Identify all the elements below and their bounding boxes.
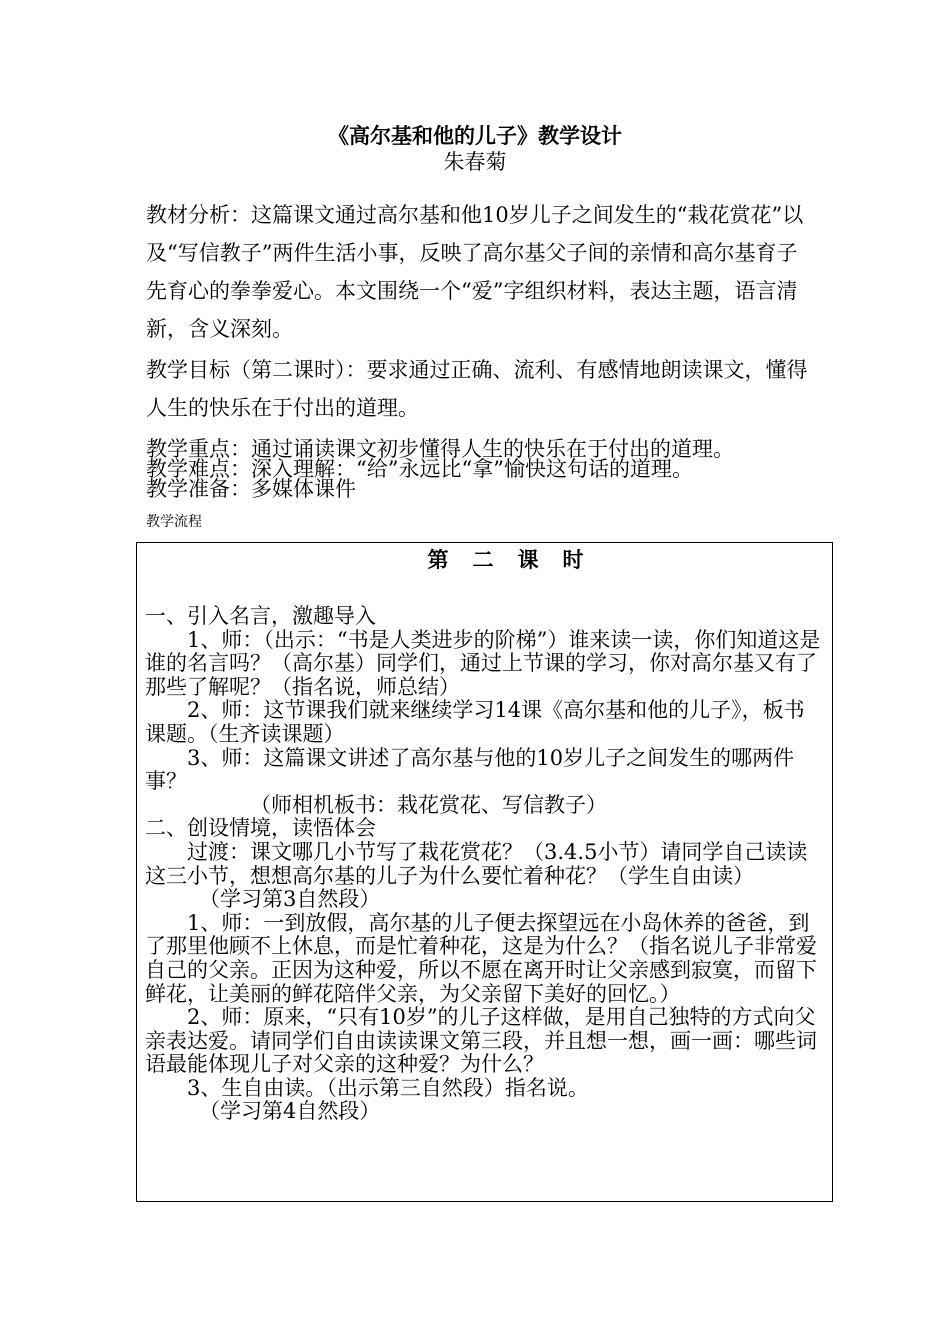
section-1-title: 一、引入名言，激趣导入: [145, 604, 376, 628]
section-1-step-1: 1、师：（出示：“书是人类进步的阶梯”）谁来读一读，你们知道这是谁的名言吗？（高尔基）同学们，通过上节课的学习，你对高尔基又有了那些了解呢？（指名说，师总结）: [145, 627, 821, 699]
flow-body: [145, 605, 825, 1124]
document-title: 《高尔基和他的儿子》教学设计: [328, 123, 622, 148]
intro-section: [146, 196, 816, 499]
material-analysis: 教材分析：这篇课文通过高尔基和他10岁儿子之间发生的“栽花赏花”以及“写信教子”两件生活小事，反映了高尔基父子间的亲情和高尔基育子先育心的拳拳爱心。本文围绕一个“爱”字组织材料，表达主题，语言清新，含义深刻。: [146, 203, 804, 341]
teaching-preparation: 教学准备：多媒体课件: [146, 477, 356, 501]
section-2-step-2: 2、师：原来，“只有10岁”的儿子这样做，是用自己独特的方式向父亲表达爱。请同学们自由读读课文第三段，并且想一想，画一画：哪些词语最能体现儿子对父亲的这种爱？为什么？: [145, 1005, 817, 1077]
section-2-transition: 过渡：课文哪几小节写了栽花赏花？（3.4.5小节）请同学自己读读这三小节，想想高尔基的儿子为什么要忙着种花？（学生自由读）: [145, 839, 808, 888]
teaching-key-point: 教学重点：通过诵读课文初步懂得人生的快乐在于付出的道理。: [146, 437, 734, 461]
section-1-step-2: 2、师：这节课我们就来继续学习14课《高尔基和他的儿子》，板书课题。（生齐读课题）: [145, 698, 805, 746]
section-2-step-3: 3、生自由读。（出示第三自然段）指名说。: [187, 1075, 589, 1100]
section-2-step-1: 1、师：一到放假，高尔基的儿子便去探望远在小岛休养的爸爸，到了那里他顾不上休息，而是忙着种花，这是为什么？（指名说儿子非常爱自己的父亲。正因为这种爱，所以不愿在离开时让父亲感到寂寞，而留下鲜花，让美丽的鲜花陪伴父亲，为父亲留下美好的回忆。）: [145, 910, 817, 1006]
lesson-heading: 第二课时: [427, 547, 608, 572]
teaching-flow-table: [136, 542, 833, 1202]
study-paragraph-4: （学习第4自然段）: [199, 1099, 381, 1124]
flow-label: 教学流程: [146, 514, 202, 530]
section-2-title: 二、创设情境，读悟体会: [145, 816, 376, 841]
teaching-goal: 教学目标（第二课时）：要求通过正确、流利、有感情地朗读课文，懂得人生的快乐在于付出的道理。: [146, 358, 808, 420]
study-paragraph-3: （学习第3自然段）: [199, 887, 381, 912]
author-name: 朱春菊: [443, 150, 507, 174]
teaching-difficulty: 教学难点：深入理解：“给”永远比“拿”愉快这句话的道理。: [146, 457, 693, 481]
board-note: （师相机板书：栽花赏花、写信教子）: [250, 792, 607, 817]
section-1-step-3: 3、师：这篇课文讲述了高尔基与他的10岁儿子之间发生的哪两件事？: [145, 745, 795, 794]
